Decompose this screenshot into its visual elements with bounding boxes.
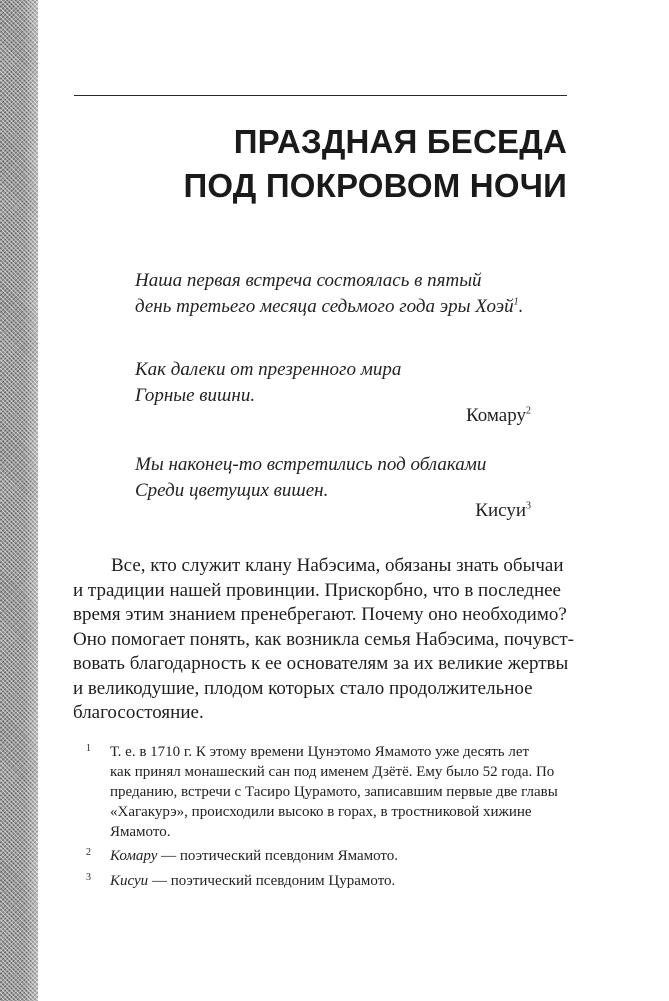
footnote-1-line: Ямамото.: [110, 824, 171, 840]
epigraph-intro-line-1: Наша первая встреча состоялась в пятый: [135, 270, 482, 291]
footnote-1-line: Т. е. в 1710 г. К этому времени Цунэтомо Ямамото уже десять лет: [110, 744, 530, 760]
body-line: время этим знанием пренебрегают. Почему оно необходимо?: [73, 604, 567, 625]
poem-2-line-2: Среди цветущих вишен.: [135, 480, 329, 501]
footnote-1-line: преданию, встречи с Тасиро Цурамото, записавшим первые две главы: [110, 784, 558, 800]
footnote-1-line: «Хагакурэ», происходили высоко в горах, в тростниковой хижине: [110, 804, 532, 820]
footnote-3-definition: — поэтический псевдоним Цурамото.: [148, 873, 396, 889]
poem-2-author: [475, 500, 531, 522]
epigraph-intro-period: .: [518, 296, 524, 317]
poem-1-author-name: Комару: [466, 405, 526, 426]
footnote-1: [86, 742, 570, 842]
footnote-3: [86, 871, 570, 891]
footnote-ref-3[interactable]: 3: [526, 500, 531, 512]
body-line: и великодушие, плодом которых стало продолжительное: [73, 677, 533, 699]
epigraph-intro-line-2-text: день третьего месяца седьмого года эры Хоэй: [135, 296, 514, 317]
header-rule: [74, 95, 567, 96]
body-line: Оно помогает понять, как возникла семья Набэсима, почувст-: [73, 628, 574, 650]
body-line: Все, кто служит клану Набэсима, обязаны знать обычаи: [111, 555, 564, 576]
epigraph-poem-2: [135, 452, 535, 504]
body-line: благосостояние.: [73, 702, 204, 723]
poem-2-line-1: Мы наконец-то встретились под облаками: [135, 454, 487, 475]
poem-2-author-name: Кисуи: [475, 500, 526, 521]
footnote-2-text: [110, 846, 570, 866]
epigraph-intro-line-2: [135, 294, 535, 320]
body-paragraph: [73, 554, 574, 726]
poem-1-author: [466, 405, 531, 427]
footnote-ref-1[interactable]: 1: [513, 296, 519, 308]
poem-1-line-1: Как далеки от презренного мира: [135, 359, 402, 380]
footnote-2-mark: 2: [86, 847, 91, 858]
epigraph-intro: [135, 268, 535, 320]
chapter-title-line-2: ПОД ПОКРОВОМ НОЧИ: [183, 167, 567, 204]
chapter-title-line-1: ПРАЗДНАЯ БЕСЕДА: [233, 123, 567, 160]
footnote-2-definition: — поэтический псевдоним Ямамото.: [157, 848, 399, 864]
epigraph-poem-1: [135, 357, 535, 409]
footnote-ref-2[interactable]: 2: [526, 405, 531, 417]
footnote-3-text: [110, 871, 570, 891]
footnote-2-term: Комару: [110, 848, 158, 864]
body-line: и традиции нашей провинции. Прискорбно, что в последнее: [73, 579, 561, 601]
footnote-1-line: как принял монашеский сан под именем Дзётё. Ему было 52 года. По: [110, 764, 555, 780]
footnote-2: [86, 846, 570, 866]
footnote-3-mark: 3: [86, 872, 91, 883]
footnote-3-term: Кисуи: [110, 873, 149, 889]
poem-1-line-2: Горные вишни.: [135, 385, 256, 406]
footnote-1-mark: 1: [86, 743, 91, 754]
page-edge-shadow: [24, 0, 64, 1001]
body-line: вовать благодарность к ее основателям за их великие жертвы: [73, 653, 569, 674]
chapter-title: [67, 120, 567, 208]
